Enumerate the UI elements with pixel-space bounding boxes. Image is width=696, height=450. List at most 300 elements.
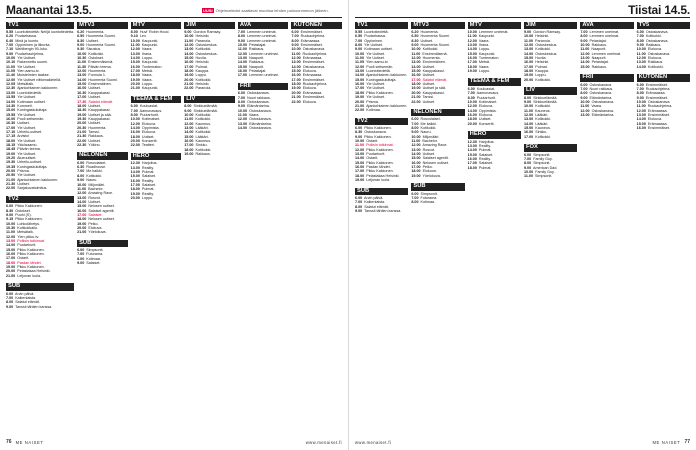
program-time: 12.30 [6,86,16,91]
channel-header: SUB [411,183,464,191]
program-time: 12.00 [237,117,248,122]
program-title: Ostoskanava. [302,47,326,52]
program-title: Kaikenlaista. [15,295,37,300]
program-time: 18.00 [184,147,194,152]
program-title: Lääkäri. [535,121,549,126]
program-title: Ostoskanava. [589,82,613,87]
program-time: 6.00 [6,291,14,296]
program-title: Naapurit. [591,47,607,52]
program-title: Reality. [141,165,154,170]
channel-header: MTV3 [77,22,128,30]
program-time: 9.00 [636,95,644,100]
program-time: 9.00 [523,30,532,34]
program-title: Ostoskanava. [645,38,669,43]
program-title: Wahlbergin 90-luku. [15,47,48,52]
program-title: Yle Uutiset. [366,95,386,100]
program-title: Lemmen unelmat. [589,30,620,34]
program-time: 7.00 [130,108,138,113]
program-title: Huomenta. [420,30,439,34]
program-title: Ajankohtainen kakkonen. [366,73,408,78]
program-time: 9.30 [77,47,85,52]
program-time: 10.00 [467,30,477,34]
program-time: 8.00 [184,104,192,109]
program-title: Simpsonit. [86,248,104,253]
program-time: 19.00 [184,73,194,78]
program-time: 18.00 [6,260,16,265]
program-time: 10.10 [6,60,16,65]
program-title: Futurama. [86,252,104,257]
program-time: 21.00 [184,82,194,87]
program-title: Ylen aamu-tv. [17,69,40,74]
program-time: 15.00 [6,108,16,113]
program-time: 18.00 [523,69,534,74]
schedule-column [411,20,464,436]
program-time: 14.00 [355,156,365,161]
program-time: 15.00 [411,156,421,161]
program-title: Naapurit. [249,64,265,69]
program-time: 11.00 [355,143,365,148]
program-title: Lemmen unelmat. [247,30,277,34]
program-title: Vaara. [478,38,490,43]
program-time: 21.00 [291,95,301,100]
program-title: Pelastakaa Helsinki. [366,173,400,178]
program-time: 17.00 [355,169,365,174]
program-time: 21.00 [6,273,16,278]
program-title: Bachelor. [88,186,104,191]
program-title: Uutiset. [17,121,30,126]
program-title: Ykkösaamu. [17,142,38,147]
program-time: 17.15 [6,134,16,139]
program-title: Ostoskeskus. [535,51,558,56]
program-title: Kotikokki. [535,134,552,139]
program-title: Tanssii tähtien kanssa. [15,304,53,309]
program-time: 8.00 [411,200,419,205]
program-title: Päivän teema. [17,147,41,152]
program-title: Harjoitus. [478,139,495,144]
program-title: Sinkkuelämää. [193,108,218,113]
program-title: Salaiset agentit. [422,156,449,161]
program-title: Pikku Kakkonen. [366,160,394,165]
program-time: 16.00 [523,130,534,135]
program-title: Uutiset. [17,182,30,187]
program-title: Yle Uutiset. [17,64,36,69]
program-title: Rakkaus. [591,64,607,69]
program-time: 19.30 [77,116,87,121]
program-time: 13.00 [580,113,590,117]
program-time: 19.00 [77,221,87,226]
program-time: 9.10 [130,34,138,39]
page-title: Tiistai 14.5. [628,3,690,17]
program-time: 10.00 [77,51,87,56]
program-time: 14.00 [237,60,248,65]
program-time: 7.00 [237,95,246,100]
program-time: 6.00 [636,30,644,34]
program-title: Pikku Kakkonen. [17,247,45,252]
program-time: 6.20 [411,30,419,34]
program-time: 18.00 [355,173,365,178]
program-time: 13.00 [355,69,365,74]
program-listing [524,135,577,139]
program-time: 16.00 [130,130,140,135]
program-title: Pasilan tähdet. [17,260,42,265]
program-time: 15.00 [237,64,248,69]
page-header [355,4,690,18]
channel-header: JIM [184,22,235,30]
program-title: Kotikokki. [645,34,662,39]
program-time: 11.00 [184,38,194,43]
program-title: Tuntematon. [478,56,500,61]
program-time: 8.00 [636,38,644,43]
program-time: 11.00 [467,34,477,39]
program-time: 16.00 [6,252,16,256]
program-title: Nauru. [420,130,432,135]
program-title: Salaiset. [478,152,494,157]
program-title: Kaupunki. [141,86,159,91]
program-time: 16.00 [130,64,140,69]
program-title: Puutarhurit. [476,95,496,100]
program-title: Ostoskanava. [591,99,615,104]
program-time: 11.00 [6,64,16,69]
program-time: 8.00 [355,43,363,48]
program-title: Erämaassa. [302,56,323,61]
channel-header: FOX [524,144,577,152]
program-listing [355,209,408,213]
program-title: Roadhouse. [86,165,107,170]
program-time: 11.30 [77,64,87,69]
program-time: 18.00 [291,82,301,87]
program-time: 22.00 [291,99,301,104]
program-title: Huomenta. [86,30,105,34]
program-listing [524,78,577,82]
program-title: Puuhi (S). [15,212,32,217]
program-time: 10.30 [77,56,87,61]
program-time: 13.00 [467,43,477,48]
program-time: 9.00 [580,95,588,100]
program-time: 19.00 [77,112,87,117]
program-time: 12.30 [467,139,477,144]
program-title: Miljonääri. [88,182,106,187]
program-title: Elokuva. [647,47,663,52]
program-time: 14.00 [6,243,16,248]
program-title: Tanssi. [422,95,435,100]
program-time: 11.00 [355,56,365,61]
program-title: Helsinki. [195,60,210,65]
program-time: 8.00 [411,126,419,131]
program-time: 7.00 [77,252,85,257]
program-listing [355,108,408,112]
program-title: Huvila. [535,56,547,61]
program-time: 19.30 [6,160,16,165]
program-time: 8.00 [291,38,299,43]
program-title: Miljonääri. [422,134,440,139]
program-title: Yöelokuva. [422,173,441,178]
program-title: Konsertti. [141,139,158,144]
program-time: 15.00 [523,56,534,61]
program-time: 16.00 [411,160,421,165]
program-time: 18.00 [130,134,140,139]
program-time: 8.00 [523,95,532,100]
program-time: 5.55 [6,30,14,34]
program-time: 21.30 [77,134,87,139]
program-time: 7.00 [636,34,644,39]
program-title: Arvisto! [17,134,30,139]
program-time: 17.00 [6,125,16,130]
program-time: 15.00 [636,121,646,126]
program-title: Loppu. [478,47,491,52]
program-title: Puutarhurit. [139,113,159,117]
program-time: 18.00 [184,69,194,74]
schedule-column [291,20,342,436]
program-title: Helsinki. [535,60,550,65]
channel-header: FRII [580,74,633,82]
program-title: Elokuva. [302,86,317,91]
program-title: Rakkaus. [195,152,211,157]
program-title: Uutiset. [88,103,101,108]
program-title: Ensimmäiset. [300,30,323,34]
program-time: 11.00 [523,38,534,43]
program-time: 20.30 [77,125,87,130]
program-time: 10.00 [6,56,16,61]
program-time: 20.00 [77,225,87,230]
program-time: 17.00 [523,64,534,69]
program-time: 11.00 [237,113,247,117]
program-time: 22.00 [130,143,140,148]
program-title: Helsinki. [535,34,550,39]
program-title: Muistelmien taakse. [17,73,50,78]
program-title: Kotimaan uutiset. [364,47,393,52]
program-title: Ostoskeskus. [195,51,218,56]
program-time: 17.00 [130,182,140,187]
program-title: Yle Uutiset viittomakielellä. [17,77,62,82]
program-title: Nelosen uutiset. [88,217,115,222]
page-header [6,4,342,18]
program-time: 12.00 [636,56,646,61]
program-time: 11.00 [237,47,247,52]
new-tag: UUSI [203,8,213,13]
program-title: Nelosen uutiset. [422,160,450,165]
program-title: Ensimmäiset. [302,77,325,82]
program-time: 12.00 [237,51,248,56]
program-time: 6.00 [580,82,588,87]
program-time: 14.00 [580,60,590,65]
program-title: Salaiset. [88,212,103,217]
program-time: 18.00 [6,138,16,143]
schedule-column [6,20,74,436]
program-time: 15.00 [130,60,140,65]
program-time: 12.00 [130,121,140,126]
schedule-column [524,20,577,436]
program-title: Salaiset. [478,161,494,166]
program-time: 6.00 [291,30,299,34]
program-time: 12.30 [130,161,140,166]
program-time: 12.00 [411,56,421,61]
program-title: Yle Uutiset. [17,173,37,178]
program-listing [468,122,521,126]
program-title: Ostoskanava. [647,51,671,56]
program-time: 8.00 [130,30,138,34]
program-time: 8.30 [355,130,363,135]
program-title: Pulmat. [478,148,492,153]
program-time: 10.00 [411,47,421,52]
program-title: Sinkkuelämää. [193,104,218,109]
program-title: Gordon Ramsay. [193,30,222,34]
program-title: Yle Uutiset. [17,112,37,117]
program-title: Pulmat. [195,64,209,69]
program-title: Pelastakaa Helsinki. [17,269,51,274]
program-time: 19.00 [355,95,365,100]
channel-header: LIV [184,96,235,104]
program-time: 22.00 [355,108,365,113]
program-time: 9.00 [355,47,363,52]
program-title: Kotimaa. [366,108,381,113]
program-title: Vaara. [248,113,260,117]
program-title: Salaiset agentit. [88,208,115,213]
program-title: Kotikokki. [195,47,212,52]
program-time: 8.00 [237,99,246,104]
program-title: Rosvot. [422,147,436,152]
program-title: Pulmat. [478,165,492,170]
program-title: Metsä. [141,69,153,74]
program-title: Ensimmäiset. [647,126,671,131]
program-time: 18.00 [411,82,421,87]
program-time: 6.00 [355,196,363,200]
program-title: Paranoia. [195,38,212,43]
program-title: Kotikokki. [195,130,212,135]
program-time: 8.00 [580,34,588,39]
program-title: Ostoskanava. [249,126,272,131]
program-time: 10.00 [77,182,87,187]
program-title: Ajankohtainen kakkonen. [17,86,59,91]
program-title: Poliisin tutkinnat. [17,238,45,243]
program-title: Kotimaan uutiset. [17,99,46,104]
program-title: Päivän teema. [88,64,112,69]
program-time: 14.00 [130,56,140,61]
program-time: 11.00 [636,104,646,109]
header-note [202,8,329,13]
program-listing [355,178,408,182]
program-time: 13.00 [237,121,248,126]
program-title: Pikku Kakkonen. [17,265,45,270]
program-title: Rosvolaiset. [86,160,107,165]
program-time: 16.00 [355,82,365,87]
program-time: 9.00 [355,134,363,139]
program-time: 22.00 [184,86,194,91]
program-title: Uutiset. [422,73,436,78]
program-title: Oppiminen. [364,38,384,43]
program-title: Salaiset. [141,182,157,187]
page-footer [6,438,342,447]
program-time: 11.00 [77,60,87,65]
program-time: 6.00 [355,126,363,131]
program-time: 12.00 [184,43,194,48]
program-title: Loppu. [141,82,154,87]
program-title: Yökino. [88,142,101,147]
program-title: Ostokset. [88,56,104,61]
program-title: Pikku Kakkonen. [366,90,394,95]
program-listing [6,274,74,278]
program-title: Salatut elämät. [88,99,113,104]
channel-header: MTV3 [411,22,464,30]
program-title: Arvin päivä. [15,291,35,296]
program-title: Rakkaus. [645,43,662,48]
program-time: 6.00 [467,86,475,91]
program-time: 13.00 [237,56,248,61]
program-title: Formula 1. [88,73,106,78]
program-title: Leijonan luola. [366,178,391,183]
program-title: Metsä. [478,60,490,65]
program-time: 17.00 [184,143,194,148]
program-time: 21.00 [6,177,16,182]
program-time: 9.00 [77,178,85,183]
program-time: 21.00 [411,95,421,100]
program-title: Reality. [478,143,491,148]
program-title: Ostoskanava. [249,108,272,113]
channel-header: AVA [580,22,633,30]
program-time: 14.00 [130,169,140,174]
program-time: 19.00 [467,69,477,74]
program-time: 11.00 [411,51,421,56]
right-page [348,0,696,450]
program-title: Ensimmäiset. [300,43,323,48]
program-title: Kuningaskuluttaja. [17,164,48,169]
program-time: 12.00 [636,108,646,113]
program-title: Huvi' Robin Hood. [139,30,170,34]
program-time: 14.00 [523,121,534,126]
program-time: 12.00 [411,143,421,148]
program-title: Ylen pikku-tv. [17,234,40,239]
program-time: 7.00 [6,295,14,300]
program-title: Family Guy. [535,169,555,174]
program-time: 16.00 [6,116,16,121]
program-time: 18.00 [355,90,365,95]
program-title: Oppimista. [141,126,160,131]
program-title: Lemmen unelmat. [249,51,279,56]
program-title: Family Guy. [533,156,553,161]
program-title: Kotikokki. [195,117,212,122]
program-listing [6,305,74,309]
program-time: 13.00 [77,73,87,78]
program-title: Kotimaiset. [141,117,161,122]
program-title: Elokuva. [302,99,317,104]
program-time: 15.00 [355,77,365,82]
program-title: Pelko. [88,221,99,226]
program-listing [131,143,182,147]
program-title: Uutiset. [88,138,101,143]
program-title: Aamunavaus. [139,108,163,113]
channel-header: FRII [238,83,289,91]
site-url: www.menaiset.fi [355,440,392,445]
program-title: Ruokaohjelma. [302,51,328,56]
program-time: 14.00 [523,51,534,56]
program-time: 19.00 [130,77,140,82]
magazine-name: ME NAISET [652,440,681,445]
program-time: 16.00 [184,60,194,65]
program-title: Ihana. [478,43,490,48]
program-title: Lemmen unelmat. [247,38,277,43]
program-time: 10.00 [184,34,194,39]
program-title: Ensimmäiset. [645,82,668,87]
program-time: 15.55 [6,112,16,117]
program-title: Kauppakassi. [422,69,445,74]
program-time: 20.00 [523,77,534,82]
program-title: Lemmen unelmat. [591,51,622,56]
program-title: Luontotiedettä. [17,90,42,95]
program-title: Yle Uutiset. [17,56,37,61]
program-title: Kaikenlaista. [364,200,386,205]
program-time: 19.00 [6,151,16,156]
program-time: 9.00 [184,108,192,113]
program-time: 13.00 [6,90,16,95]
